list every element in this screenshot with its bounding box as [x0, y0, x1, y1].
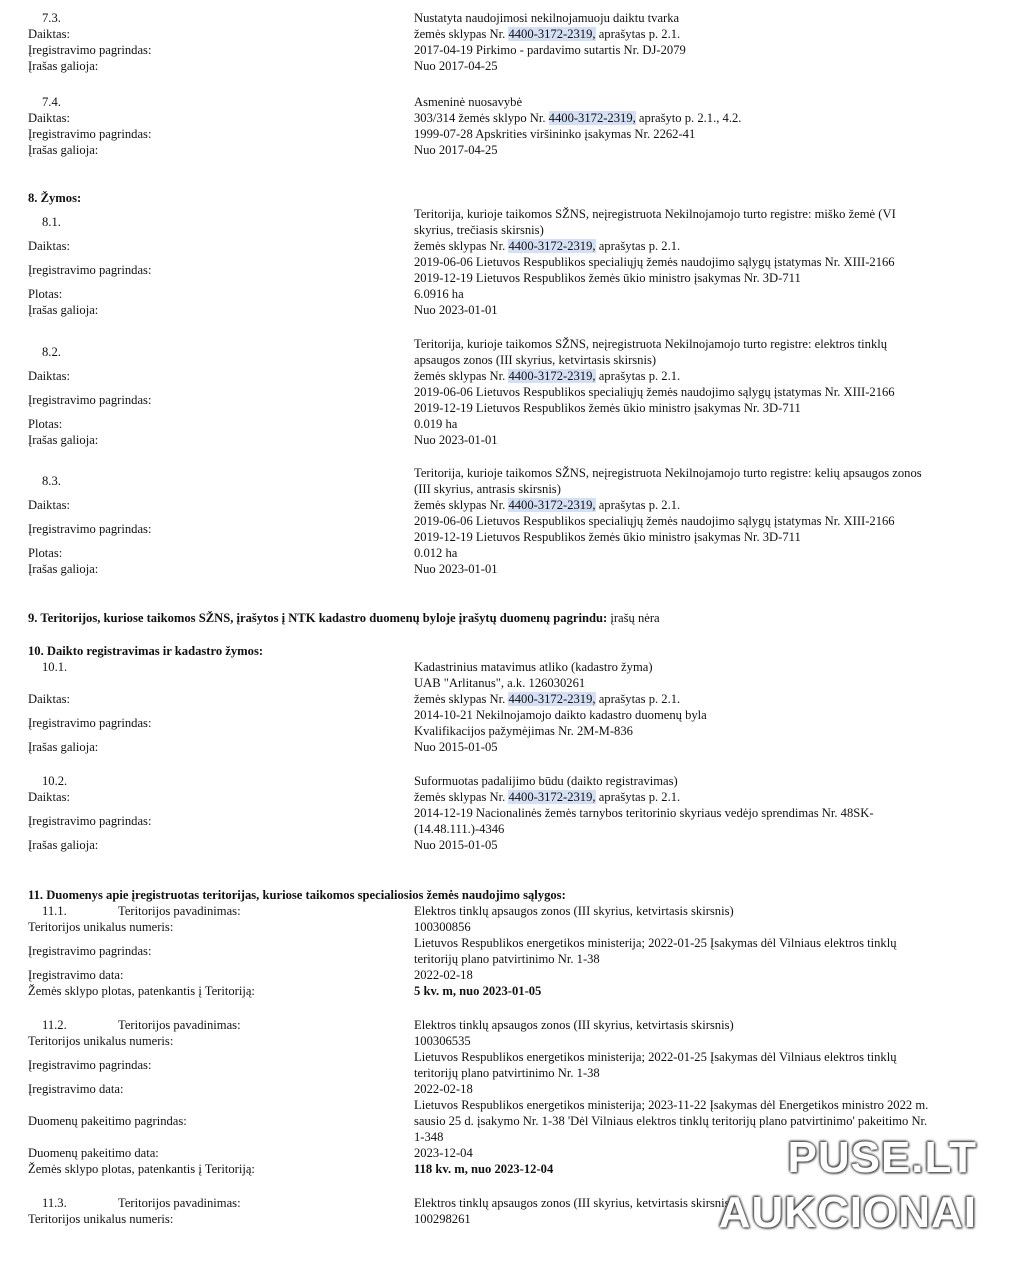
ter-nr-value: 100298261: [414, 1212, 471, 1226]
label-daiktas: Daiktas:: [28, 27, 70, 41]
pagrindas-line: 2019-12-19 Lietuvos Respublikos žemės ūkio ministro įsakymas Nr. 3D-711: [414, 271, 801, 285]
daiktas-value: žemės sklypas Nr. 4400-3172-2319, aprašytas p. 2.1.: [414, 692, 681, 706]
entry-title-line: Teritorija, kurioje taikomos SŽNS, neįregistruota Nekilnojamojo turto registre: kelių apsaugos zonos: [414, 466, 922, 480]
entry-number: 11.1.: [42, 904, 67, 918]
entry-11-1: [28, 903, 998, 999]
label-galioja: Įrašas galioja:: [28, 143, 99, 157]
label-daiktas: Daiktas:: [28, 369, 70, 383]
label-ter-pav: Teritorijos pavadinimas:: [118, 1018, 241, 1032]
label-galioja: Įrašas galioja:: [28, 59, 99, 73]
zem-plotas-value: 5 kv. m, nuo 2023-01-05: [414, 984, 542, 998]
entry-title: Suformuotas padalijimo būdu (daikto registravimas): [414, 774, 678, 788]
pagrindas-line: 2019-06-06 Lietuvos Respublikos specialiųjų žemės naudojimo sąlygų įstatymas Nr. XIII-2166: [414, 255, 895, 269]
entry-number: 11.3.: [42, 1196, 67, 1210]
pagrindas-line: 2019-12-19 Lietuvos Respublikos žemės ūkio ministro įsakymas Nr. 3D-711: [414, 401, 801, 415]
label-zem-plotas: Žemės sklypo plotas, patenkantis į Teritoriją:: [28, 1162, 255, 1176]
label-plotas: Plotas:: [28, 287, 63, 301]
label-reg-data: Įregistravimo data:: [28, 968, 124, 982]
label-ter-nr: Teritorijos unikalus numeris:: [28, 1212, 174, 1226]
label-daiktas: Daiktas:: [28, 692, 70, 706]
label-plotas: Plotas:: [28, 546, 63, 560]
section-11: [28, 887, 998, 903]
parcel-number-link[interactable]: 4400-3172-2319,: [548, 111, 636, 125]
pagrindas-line: 2019-06-06 Lietuvos Respublikos specialiųjų žemės naudojimo sąlygų įstatymas Nr. XIII-2166: [414, 385, 895, 399]
plotas-value: 0.012 ha: [414, 546, 458, 560]
parcel-number-link[interactable]: 4400-3172-2319,: [508, 239, 596, 253]
label-pagrindas: Įregistravimo pagrindas:: [28, 716, 152, 730]
daiktas-value: žemės sklypas Nr. 4400-3172-2319, aprašytas p. 2.1.: [414, 27, 681, 41]
daiktas-value: 303/314 žemės sklypo Nr. 4400-3172-2319, aprašyto p. 2.1., 4.2.: [414, 111, 742, 125]
entry-number: 8.2.: [42, 345, 61, 359]
entry-8-1: [28, 206, 998, 318]
reg-data-value: 2022-02-18: [414, 1082, 473, 1096]
ter-pav-value: Elektros tinklų apsaugos zonos (III skyrius, ketvirtasis skirsnis): [414, 1018, 734, 1032]
entry-title: Nustatyta naudojimosi nekilnojamuoju daiktu tvarka: [414, 11, 680, 25]
galioja-value: Nuo 2015-01-05: [414, 740, 498, 754]
label-pak-data: Duomenų pakeitimo data:: [28, 1146, 159, 1160]
parcel-number-link[interactable]: 4400-3172-2319,: [508, 27, 596, 41]
entry-10-1: [28, 659, 998, 755]
label-ter-pav: Teritorijos pavadinimas:: [118, 1196, 241, 1210]
ter-nr-value: 100300856: [414, 920, 471, 934]
pagrindas-line: 2019-06-06 Lietuvos Respublikos specialiųjų žemės naudojimo sąlygų įstatymas Nr. XIII-2166: [414, 514, 895, 528]
section-heading: 8. Žymos:: [28, 191, 82, 205]
parcel-number-link[interactable]: 4400-3172-2319,: [508, 369, 596, 383]
galioja-value: Nuo 2015-01-05: [414, 838, 498, 852]
pak-pagrindas-line: 1-348: [414, 1130, 444, 1144]
entry-8-2: [28, 336, 998, 448]
galioja-value: Nuo 2023-01-01: [414, 303, 498, 317]
entry-7-4: [28, 94, 998, 158]
ter-pav-value: Elektros tinklų apsaugos zonos (III skyrius, ketvirtasis skirsnis): [414, 904, 734, 918]
entry-number: 11.2.: [42, 1018, 67, 1032]
entry-title-line: UAB "Arlitanus", a.k. 126030261: [414, 676, 586, 690]
pagrindas-value: 2017-04-19 Pirkimo - pardavimo sutartis Nr. DJ-2079: [414, 43, 686, 57]
ter-pav-value: Elektros tinklų apsaugos zonos (III skyrius, ketvirtasis skirsnis): [414, 1196, 734, 1210]
galioja-value: Nuo 2023-01-01: [414, 562, 498, 576]
entry-number: 10.2.: [42, 774, 68, 788]
pak-data-value: 2023-12-04: [414, 1146, 473, 1160]
label-galioja: Įrašas galioja:: [28, 433, 99, 447]
watermark-line-1: PUSE.LT: [787, 1133, 977, 1182]
entry-number: 10.1.: [42, 660, 68, 674]
parcel-number-link[interactable]: 4400-3172-2319,: [508, 498, 596, 512]
galioja-value: Nuo 2023-01-01: [414, 433, 498, 447]
label-daiktas: Daiktas:: [28, 239, 70, 253]
parcel-number-link[interactable]: 4400-3172-2319,: [508, 790, 596, 804]
pak-pagrindas-line: Lietuvos Respublikos energetikos ministerija; 2023-11-22 Įsakymas dėl Energetikos ministro 2022 m.: [414, 1098, 929, 1112]
label-pagrindas: Įregistravimo pagrindas:: [28, 522, 152, 536]
section-heading: 10. Daikto registravimas ir kadastro žymos:: [28, 644, 264, 658]
section-8: [28, 190, 998, 206]
entry-title-line: Kadastrinius matavimus atliko (kadastro žyma): [414, 660, 653, 674]
pagrindas-line: teritorijų plano patvirtinimo Nr. 1-38: [414, 952, 600, 966]
label-reg-data: Įregistravimo data:: [28, 1082, 124, 1096]
label-ter-pav: Teritorijos pavadinimas:: [118, 904, 241, 918]
entry-number: 7.3.: [42, 11, 61, 25]
label-daiktas: Daiktas:: [28, 111, 70, 125]
pagrindas-line: teritorijų plano patvirtinimo Nr. 1-38: [414, 1066, 600, 1080]
pagrindas-line: Lietuvos Respublikos energetikos ministerija; 2022-01-25 Įsakymas dėl Vilniaus elektros tinklų: [414, 1050, 897, 1064]
parcel-number-link[interactable]: 4400-3172-2319,: [508, 692, 596, 706]
entry-8-3: [28, 465, 998, 577]
section-heading: 9. Teritorijos, kuriose taikomos SŽNS, įrašytos į NTK kadastro duomenų byloje įrašytų duomenų pagrindu: įrašų nėra: [28, 611, 660, 625]
label-zem-plotas: Žemės sklypo plotas, patenkantis į Teritoriją:: [28, 984, 255, 998]
pagrindas-value: 1999-07-28 Apskrities viršininko įsakymas Nr. 2262-41: [414, 127, 696, 141]
section-10: [28, 643, 998, 659]
pagrindas-line: 2014-10-21 Nekilnojamojo daikto kadastro duomenų byla: [414, 708, 707, 722]
entry-title-line: Teritorija, kurioje taikomos SŽNS, neįregistruota Nekilnojamojo turto registre: elektros tinklų: [414, 337, 888, 351]
label-pagrindas: Įregistravimo pagrindas:: [28, 944, 152, 958]
label-pagrindas: Įregistravimo pagrindas:: [28, 43, 152, 57]
label-plotas: Plotas:: [28, 417, 63, 431]
label-galioja: Įrašas galioja:: [28, 562, 99, 576]
label-pagrindas: Įregistravimo pagrindas:: [28, 263, 152, 277]
entry-10-2: [28, 773, 998, 853]
entry-title: Asmeninė nuosavybė: [414, 95, 523, 109]
entry-number: 7.4.: [42, 95, 61, 109]
label-pak-pagrindas: Duomenų pakeitimo pagrindas:: [28, 1114, 187, 1128]
section-9: [28, 610, 998, 626]
label-pagrindas: Įregistravimo pagrindas:: [28, 1058, 152, 1072]
watermark-line-2: AUKCIONAI: [718, 1188, 977, 1237]
pagrindas-line: 2014-12-19 Nacionalinės žemės tarnybos teritorinio skyriaus vedėjo sprendimas Nr. 48SK-: [414, 806, 874, 820]
entry-number: 8.3.: [42, 474, 61, 488]
daiktas-value: žemės sklypas Nr. 4400-3172-2319, aprašytas p. 2.1.: [414, 790, 681, 804]
entry-title-line: Teritorija, kurioje taikomos SŽNS, neįregistruota Nekilnojamojo turto registre: miško žemė (VI: [414, 207, 896, 221]
daiktas-value: žemės sklypas Nr. 4400-3172-2319, aprašytas p. 2.1.: [414, 369, 681, 383]
reg-data-value: 2022-02-18: [414, 968, 473, 982]
daiktas-value: žemės sklypas Nr. 4400-3172-2319, aprašytas p. 2.1.: [414, 498, 681, 512]
label-daiktas: Daiktas:: [28, 790, 70, 804]
daiktas-value: žemės sklypas Nr. 4400-3172-2319, aprašytas p. 2.1.: [414, 239, 681, 253]
label-pagrindas: Įregistravimo pagrindas:: [28, 127, 152, 141]
label-ter-nr: Teritorijos unikalus numeris:: [28, 920, 174, 934]
label-ter-nr: Teritorijos unikalus numeris:: [28, 1034, 174, 1048]
pak-pagrindas-line: sausio 25 d. įsakymo Nr. 1-38 'Dėl Vilniaus elektros tinklų teritorijų plano patvirtinimo' pakeitimo Nr.: [414, 1114, 928, 1128]
pagrindas-line: (14.48.111.)-4346: [414, 822, 505, 836]
zem-plotas-value: 118 kv. m, nuo 2023-12-04: [414, 1162, 554, 1176]
label-galioja: Įrašas galioja:: [28, 303, 99, 317]
entry-title-line: apsaugos zonos (III skyrius, ketvirtasis skirsnis): [414, 353, 657, 367]
label-daiktas: Daiktas:: [28, 498, 70, 512]
section-heading: 11. Duomenys apie įregistruotas teritorijas, kuriose taikomos specialiosios žemės naudojimo sąlygos:: [28, 888, 566, 902]
pagrindas-line: 2019-12-19 Lietuvos Respublikos žemės ūkio ministro įsakymas Nr. 3D-711: [414, 530, 801, 544]
galioja-value: Nuo 2017-04-25: [414, 59, 498, 73]
entry-title-line: skyrius, trečiasis skirsnis): [414, 223, 544, 237]
label-galioja: Įrašas galioja:: [28, 740, 99, 754]
plotas-value: 0.019 ha: [414, 417, 458, 431]
entry-number: 8.1.: [42, 215, 61, 229]
entry-title-line: (III skyrius, antrasis skirsnis): [414, 482, 561, 496]
label-pagrindas: Įregistravimo pagrindas:: [28, 393, 152, 407]
label-pagrindas: Įregistravimo pagrindas:: [28, 814, 152, 828]
entry-7-3: [28, 10, 998, 74]
ter-nr-value: 100306535: [414, 1034, 471, 1048]
plotas-value: 6.0916 ha: [414, 287, 464, 301]
pagrindas-line: Lietuvos Respublikos energetikos ministerija; 2022-01-25 Įsakymas dėl Vilniaus elektros tinklų: [414, 936, 897, 950]
pagrindas-line: Kvalifikacijos pažymėjimas Nr. 2M-M-836: [414, 724, 633, 738]
label-galioja: Įrašas galioja:: [28, 838, 99, 852]
galioja-value: Nuo 2017-04-25: [414, 143, 498, 157]
section-9-value: įrašų nėra: [607, 611, 660, 625]
